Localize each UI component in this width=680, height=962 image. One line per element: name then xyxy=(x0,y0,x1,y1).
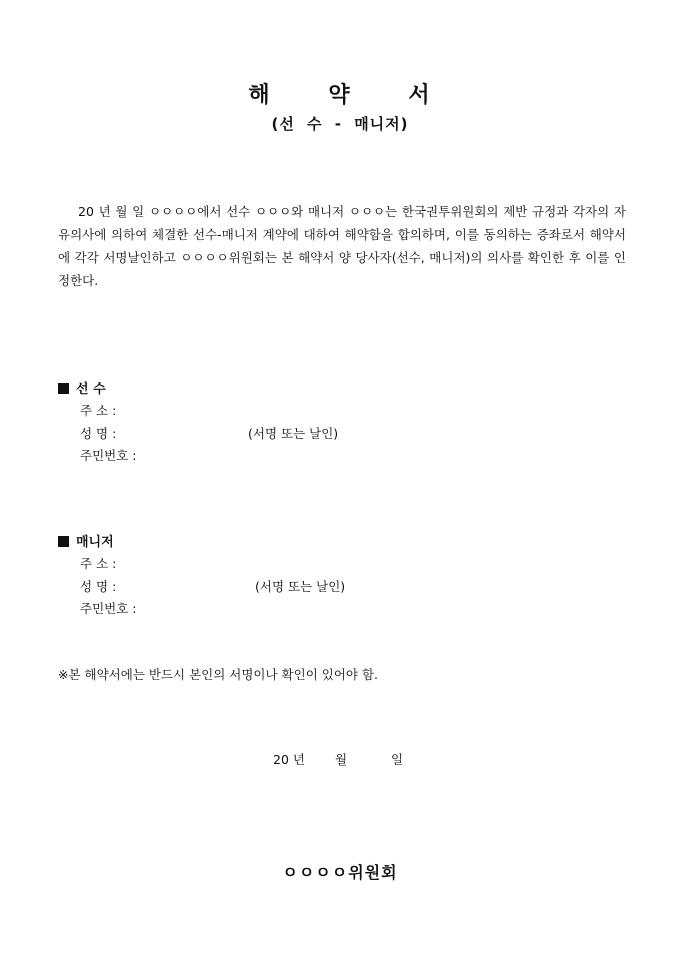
player-address-field xyxy=(80,401,148,419)
manager-id-field xyxy=(80,599,148,617)
title-char-3: 서 xyxy=(408,83,432,108)
agreement-text: 20 년 월 일 ㅇㅇㅇㅇ에서 선수 ㅇㅇㅇ와 매니저 ㅇㅇㅇ는 한국권투위원회의 제반 규정과 각자의 자유의사에 의하여 체결한 선수-매니저 계약에 대하여 해약함을 합의하며, 이를 동의하는 증좌로서 해약서에 각각 서명날인하고 ㅇㅇㅇㅇ위원회는 본 해약서 양 당사자(선수, 매니저)의 의사를 확인한 후 이를 인정한다. xyxy=(58,204,626,288)
player-heading-text: 선 수 xyxy=(76,382,106,397)
document-subtitle: (선 수 - 매니저) xyxy=(271,115,409,133)
organization-name: ㅇㅇㅇㅇ위원회 xyxy=(282,863,398,882)
player-id-field xyxy=(80,446,148,464)
document-date xyxy=(273,750,403,768)
square-bullet-icon xyxy=(58,383,69,394)
manager-address-label: 주 소 : xyxy=(80,556,117,571)
manager-heading-text: 매니저 xyxy=(76,535,114,550)
document-title xyxy=(0,78,680,109)
player-id-label: 주민번호 : xyxy=(80,448,137,463)
title-char-1: 해 xyxy=(248,83,272,108)
player-section-heading xyxy=(58,378,106,397)
signature-notice: ※본 해약서에는 반드시 본인의 서명이나 확인이 있어야 함. xyxy=(58,667,378,682)
date-day: 일 xyxy=(391,752,404,767)
title-char-2: 약 xyxy=(328,83,352,108)
manager-name-field xyxy=(80,577,346,595)
date-month: 월 xyxy=(335,752,348,767)
manager-signature-note: (서명 또는 날인) xyxy=(255,579,346,594)
manager-name-label: 성 명 : xyxy=(80,579,117,594)
player-signature-note: (서명 또는 날인) xyxy=(248,426,339,441)
manager-section-heading xyxy=(58,531,114,550)
player-name-label: 성 명 : xyxy=(80,426,117,441)
manager-id-label: 주민번호 : xyxy=(80,601,137,616)
date-year: 20 년 xyxy=(273,752,305,767)
square-bullet-icon xyxy=(58,536,69,547)
manager-address-field xyxy=(80,554,148,572)
agreement-paragraph xyxy=(58,200,626,292)
player-name-field xyxy=(80,424,339,442)
player-address-label: 주 소 : xyxy=(80,403,117,418)
